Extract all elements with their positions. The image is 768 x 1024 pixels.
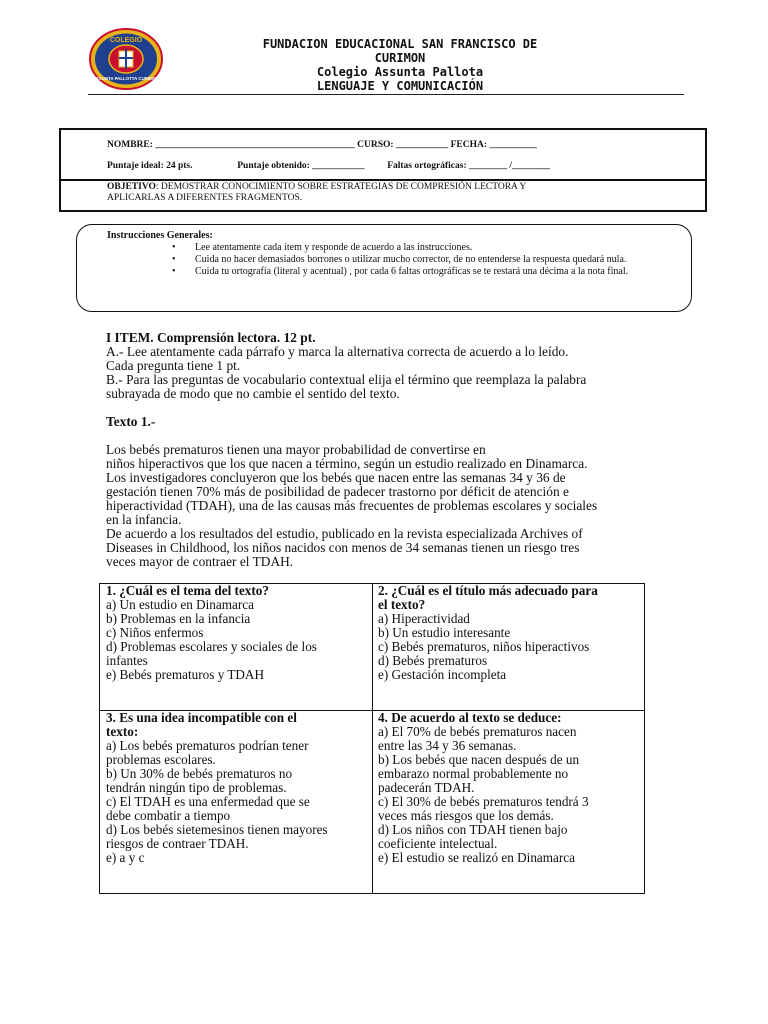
texto-line: De acuerdo a los resultados del estudio, publicado en la revista especializada Archives of: [106, 526, 583, 541]
question-3-option[interactable]: c) El TDAH es una enfermedad que se: [106, 794, 310, 809]
question-1-option[interactable]: c) Niños enfermos: [106, 625, 204, 640]
question-1: [106, 584, 368, 682]
question-4-option[interactable]: d) Los niños con TDAH tienen bajo: [378, 822, 568, 837]
question-1-option[interactable]: d) Problemas escolares y sociales de los: [106, 639, 317, 654]
objetivo-row: [107, 182, 526, 193]
item-instruction-b: B.- Para las preguntas de vocabulario contextual elija el término que reemplaza la palabra: [106, 372, 587, 387]
puntaje-obtenido-field[interactable]: ___________: [312, 161, 365, 171]
question-4-option: embarazo normal probablemente no: [378, 766, 569, 781]
texto-title: Texto 1.-: [106, 414, 156, 429]
nombre-row: [107, 140, 537, 151]
texto-line: niños hiperactivos que los que nacen a término, según un estudio realizado en Dinamarca.: [106, 456, 588, 471]
question-2-option[interactable]: d) Bebés prematuros: [378, 653, 488, 668]
question-2-title: 2. ¿Cuál es el título más adecuado para: [378, 583, 598, 598]
texto-line: veces mayor de contraer el TDAH.: [106, 554, 294, 569]
school-name: Colegio Assunta Pallota: [316, 65, 484, 79]
instructions-box: [76, 224, 692, 312]
school-logo: [88, 27, 164, 91]
question-1-option[interactable]: b) Problemas en la infancia: [106, 611, 251, 626]
objetivo-label: OBJETIVO: [107, 182, 156, 192]
question-3-title-2: texto:: [106, 724, 139, 739]
question-4-option: veces más riesgos que los demás.: [378, 808, 554, 823]
puntaje-ideal: Puntaje ideal: 24 pts.: [107, 161, 193, 171]
question-4-option[interactable]: a) El 70% de bebés prematuros nacen: [378, 724, 577, 739]
question-3-option: debe combatir a tiempo: [106, 808, 231, 823]
table-vline: [372, 584, 373, 893]
question-2-option[interactable]: b) Un estudio interesante: [378, 625, 511, 640]
texto-line: en la infancia.: [106, 512, 182, 527]
question-2-option[interactable]: a) Hiperactividad: [378, 611, 470, 626]
question-4-option[interactable]: b) Los bebés que nacen después de un: [378, 752, 580, 767]
item-title: I ITEM. Comprensión lectora. 12 pt.: [106, 330, 316, 345]
texto-line: hiperactividad (TDAH), una de las causas más frecuentes de problemas escolares y sociales: [106, 498, 598, 513]
curso-label: CURSO:: [357, 140, 394, 150]
foundation-name-2: CURIMON: [374, 51, 426, 65]
question-3-option[interactable]: d) Los bebés sietemesinos tienen mayores: [106, 822, 328, 837]
fecha-field[interactable]: __________: [489, 140, 537, 150]
curso-field[interactable]: ___________: [395, 140, 449, 150]
instructions-list: [77, 242, 637, 278]
question-4-option[interactable]: c) El 30% de bebés prematuros tendrá 3: [378, 794, 589, 809]
faltas-field[interactable]: ________ /________: [468, 161, 550, 171]
puntaje-row: [107, 161, 550, 172]
texto-paragraph: [106, 443, 597, 569]
nombre-field[interactable]: __________________________________________: [155, 140, 355, 150]
item-instruction-a: A.- Lee atentamente cada párrafo y marca la alternativa correcta de acuerdo a lo leído.: [106, 344, 569, 359]
instruction-item: • Cuida no hacer demasiados borrones o utilizar mucho corrector, de no entenderse la respuesta quedará nula.: [172, 254, 627, 265]
question-3-option: riesgos de contraer TDAH.: [106, 836, 249, 851]
texto-line: Los bebés prematuros tienen una mayor probabilidad de convertirse en: [106, 442, 486, 457]
question-3-option[interactable]: e) a y c: [106, 850, 145, 865]
student-info-box: [59, 128, 707, 212]
question-4-title: 4. De acuerdo al texto se deduce:: [378, 710, 562, 725]
question-2-title-2: el texto?: [378, 597, 426, 612]
nombre-label: NOMBRE:: [107, 140, 153, 150]
question-2-option[interactable]: c) Bebés prematuros, niños hiperactivos: [378, 639, 590, 654]
question-1-title: 1. ¿Cuál es el tema del texto?: [106, 583, 269, 598]
question-3: [106, 711, 368, 865]
box-divider: [61, 179, 705, 181]
question-4-option[interactable]: e) El estudio se realizó en Dinamarca: [378, 850, 575, 865]
question-1-option[interactable]: e) Bebés prematuros y TDAH: [106, 667, 264, 682]
item-instruction-b-2: subrayada de modo que no cambie el sentido del texto.: [106, 386, 400, 401]
logo-bottom-text: ASSUNTA PALLOTTA CURIMON: [92, 76, 160, 81]
texto-line: gestación tienen 70% más de posibilidad de padecer trastorno por déficit de atención e: [106, 484, 569, 499]
question-2: [378, 584, 640, 682]
question-1-option[interactable]: a) Un estudio en Dinamarca: [106, 597, 254, 612]
objetivo-text-2: APLICARLAS A DIFERENTES FRAGMENTOS.: [107, 193, 303, 203]
header-rule: [88, 94, 684, 95]
fecha-label: FECHA:: [450, 140, 488, 150]
question-3-option[interactable]: b) Un 30% de bebés prematuros no: [106, 766, 293, 781]
question-4-option: padecerán TDAH.: [378, 780, 475, 795]
item-instruction-a-2: Cada pregunta tiene 1 pt.: [106, 358, 241, 373]
question-3-option[interactable]: a) Los bebés prematuros podrían tener: [106, 738, 309, 753]
logo-top-text: COLEGIO: [109, 37, 143, 44]
question-1-option[interactable]: infantes: [106, 653, 148, 668]
instruction-item: • Cuida tu ortografía (literal y acentual) , por cada 6 faltas ortográficas se te restará una décima a la nota final.: [172, 266, 629, 277]
subject-title: LENGUAJE Y COMUNICACIÓN: [316, 79, 484, 93]
texto-line: Los investigadores concluyeron que los bebés que nacen entre las semanas 34 y 36 de: [106, 470, 566, 485]
texto-line: Diseases in Childhood, los niños nacidos con menos de 34 semanas tienen un riesgo tres: [106, 540, 580, 555]
question-4: [378, 711, 640, 865]
question-3-option: tendrán ningún tipo de problemas.: [106, 780, 287, 795]
questions-table: [99, 583, 645, 894]
instructions-title: Instrucciones Generales:: [107, 230, 213, 241]
faltas-label: Faltas ortográficas:: [387, 161, 467, 171]
foundation-name: FUNDACION EDUCACIONAL SAN FRANCISCO DE: [262, 37, 538, 51]
instruction-item: • Lee atentamente cada ítem y responde de acuerdo a las instrucciones.: [172, 242, 473, 253]
question-4-option: coeficiente intelectual.: [378, 836, 498, 851]
question-2-option[interactable]: e) Gestación incompleta: [378, 667, 507, 682]
puntaje-obtenido-label: Puntaje obtenido:: [237, 161, 310, 171]
objetivo-text: : DEMOSTRAR CONOCIMIENTO SOBRE ESTRATEGIAS DE COMPRESIÓN LECTORA Y: [155, 182, 527, 192]
question-4-option: entre las 34 y 36 semanas.: [378, 738, 517, 753]
question-3-option: problemas escolares.: [106, 752, 216, 767]
question-3-title: 3. Es una idea incompatible con el: [106, 710, 297, 725]
